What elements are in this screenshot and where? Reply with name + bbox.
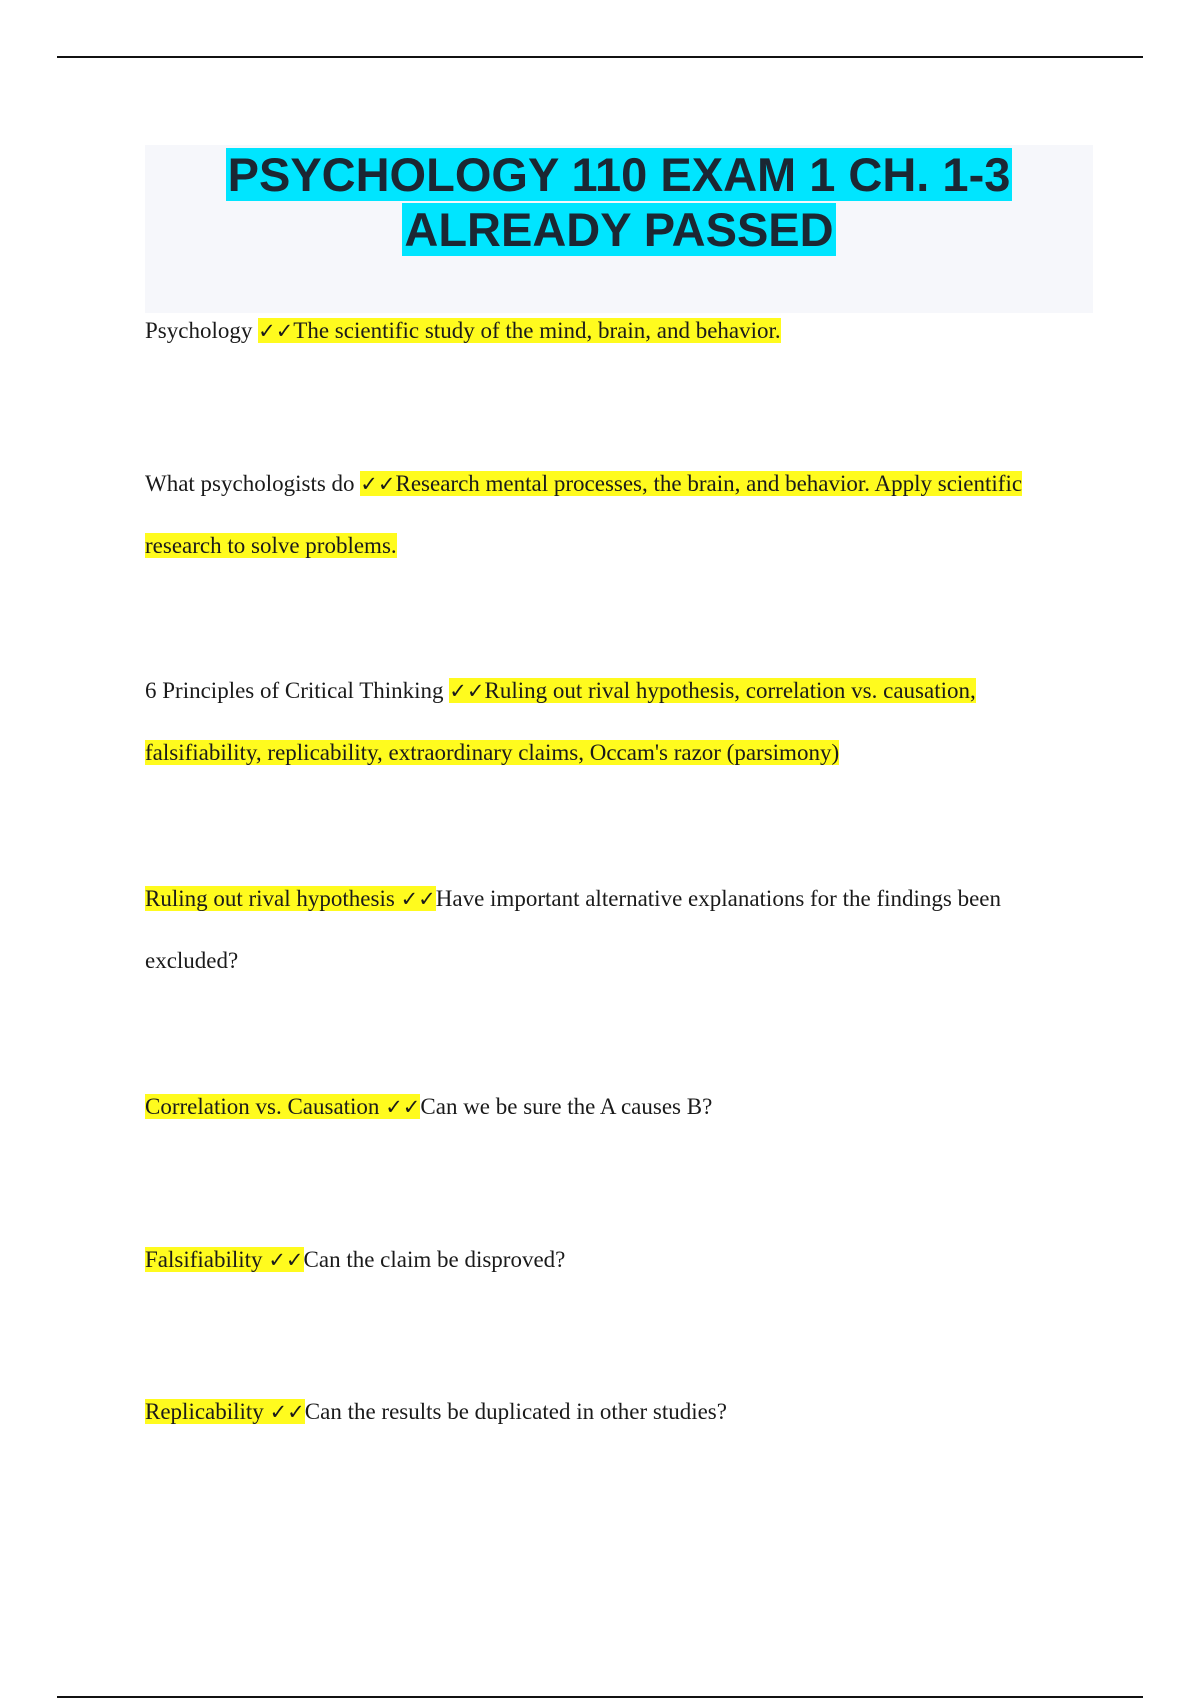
entry-term: Psychology	[145, 318, 259, 343]
entry-replicability	[145, 1381, 1085, 1443]
title-line-2: ALREADY PASSED	[404, 203, 834, 256]
double-check-icon: ✓✓	[449, 679, 485, 703]
entry-psychology	[145, 300, 1085, 362]
entry-term: Ruling out rival hypothesis	[145, 886, 401, 911]
entry-critical-thinking	[145, 660, 1085, 783]
double-check-icon: ✓✓	[268, 1248, 304, 1272]
bottom-rule	[57, 1696, 1143, 1698]
double-check-icon: ✓✓	[400, 887, 436, 911]
entry-rival-hypothesis	[145, 868, 1085, 991]
double-check-icon: ✓✓	[258, 319, 294, 343]
entry-correlation-causation	[145, 1076, 1085, 1138]
entry-definition: Can the claim be disproved?	[303, 1247, 566, 1272]
double-check-icon: ✓✓	[269, 1400, 305, 1424]
entry-falsifiability	[145, 1229, 1085, 1291]
double-check-icon: ✓✓	[360, 472, 396, 496]
top-rule	[57, 56, 1143, 58]
double-check-icon: ✓✓	[385, 1095, 421, 1119]
entry-definition: Can the results be duplicated in other studies?	[304, 1399, 727, 1424]
entry-definition: Have important alternative explanations for the findings been excluded?	[145, 886, 1001, 973]
entry-term: Correlation vs. Causation	[145, 1094, 386, 1119]
title-line-1: PSYCHOLOGY 110 EXAM 1 CH. 1-3	[227, 148, 1011, 201]
document-title	[145, 145, 1093, 257]
entry-term: 6 Principles of Critical Thinking	[145, 678, 450, 703]
entry-term: Falsifiability	[145, 1247, 269, 1272]
entry-term: Replicability	[145, 1399, 270, 1424]
entry-definition: Ruling out rival hypothesis, correlation vs. causation, falsifiability, replicability, extraordinary claims, Occam's razor (parsimony)	[145, 678, 976, 765]
entry-term: What psychologists do	[145, 471, 361, 496]
entry-definition: The scientific study of the mind, brain, and behavior.	[293, 318, 781, 343]
entry-definition: Research mental processes, the brain, and behavior. Apply scientific research to solve problems.	[145, 471, 1023, 558]
entry-definition: Can we be sure the A causes B?	[420, 1094, 713, 1119]
entry-what-psychologists-do	[145, 453, 1085, 576]
title-block	[145, 145, 1093, 313]
